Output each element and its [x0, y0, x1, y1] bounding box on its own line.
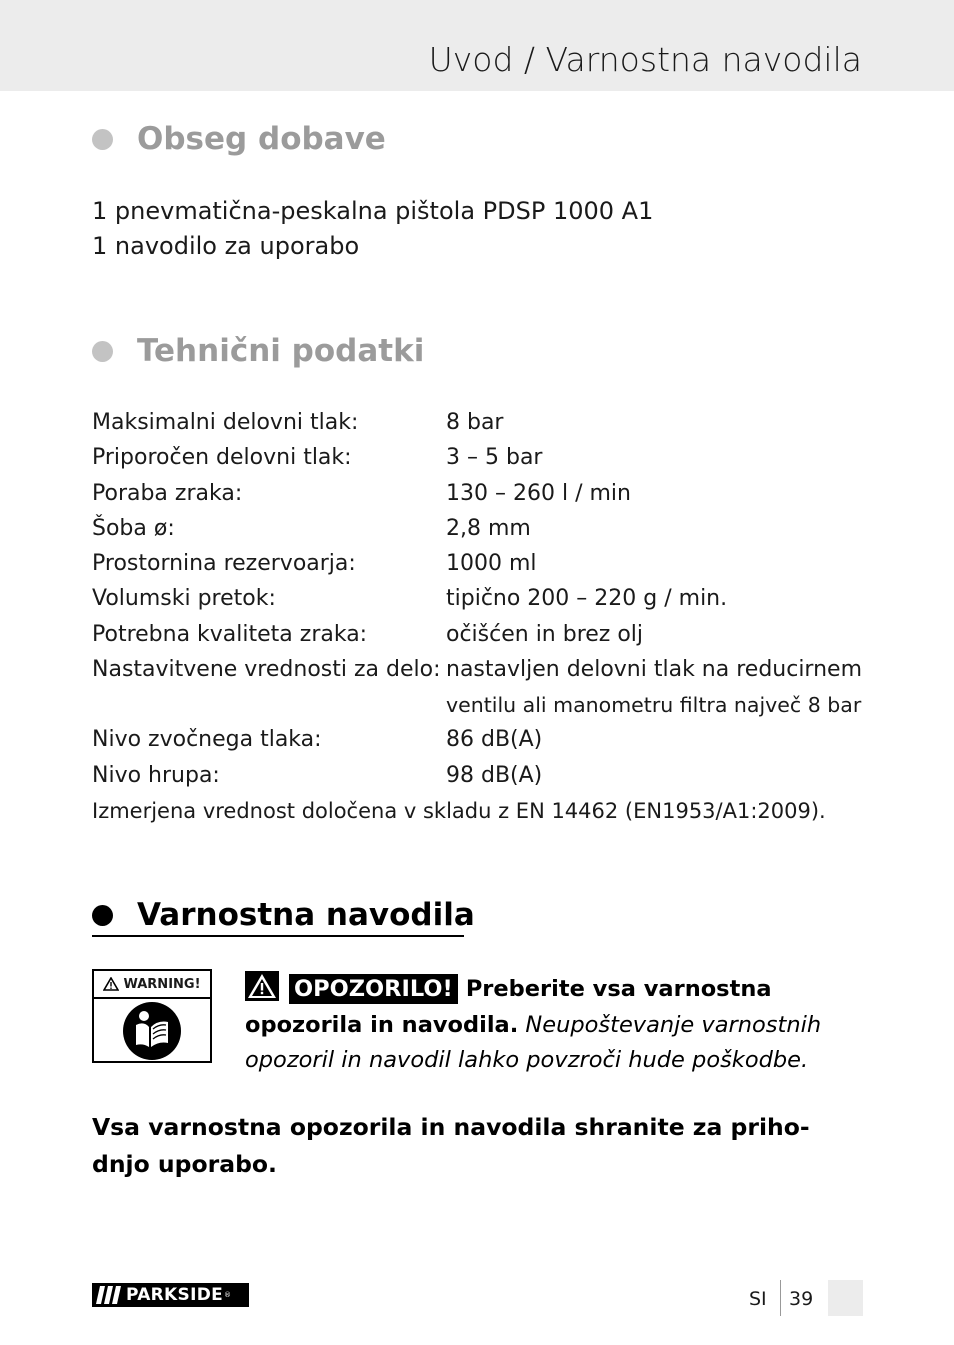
- footer-divider: [780, 1280, 781, 1316]
- section-heading-technical: [92, 331, 424, 371]
- language-code: SI: [749, 1288, 767, 1310]
- warning-triangle-icon: [245, 971, 279, 1001]
- spec-value: 1000 ml: [446, 551, 537, 576]
- spec-label: Volumski pretok:: [92, 586, 276, 611]
- spec-label: Prostornina rezervoarja:: [92, 551, 356, 576]
- warning-bold-text: Preberite vsa varnostna: [465, 976, 772, 1002]
- spec-label: Poraba zraka:: [92, 481, 243, 506]
- spec-value: 86 dB(A): [446, 727, 543, 752]
- save-note-line: dnjo uporabo.: [92, 1150, 277, 1178]
- scope-item: 1 navodilo za uporabo: [92, 232, 360, 260]
- spec-value: 2,8 mm: [446, 516, 531, 541]
- save-note-line: Vsa varnostna opozorila in navodila shranite za priho-: [92, 1113, 810, 1141]
- page-corner-square: [828, 1280, 863, 1316]
- warning-pictogram-label: WARNING!: [123, 976, 201, 992]
- warning-triangle-icon: [103, 977, 119, 991]
- save-instructions-note: [92, 1109, 862, 1183]
- warning-paragraph: [245, 971, 865, 1079]
- read-manual-icon: [122, 1001, 182, 1061]
- section-heading-scope: [92, 119, 386, 159]
- brand-logo: [92, 1283, 249, 1307]
- bullet-dot-icon: [92, 341, 113, 362]
- heading-underline: [92, 935, 464, 937]
- bullet-dot-icon: [92, 905, 113, 926]
- technical-heading: Tehnični podatki: [137, 333, 425, 369]
- spec-value: nastavljen delovni tlak na reducirnem: [446, 657, 863, 682]
- scope-heading: Obseg dobave: [137, 121, 386, 157]
- spec-label: Nivo zvočnega tlaka:: [92, 727, 322, 752]
- scope-item: 1 pnevmatična-peskalna pištola PDSP 1000 A1: [92, 197, 654, 225]
- spec-label: Priporočen delovni tlak:: [92, 445, 352, 470]
- spec-label: Potrebna kvaliteta zraka:: [92, 622, 368, 647]
- page-title: Uvod / Varnostna navodila: [428, 40, 862, 79]
- spec-value: 98 dB(A): [446, 763, 543, 788]
- spec-footnote: Izmerjena vrednost določena v skladu z EN 14462 (EN1953/A1:2009).: [92, 799, 826, 823]
- warning-italic-text: opozoril in navodil lahko povzroči hude poškodbe.: [245, 1047, 809, 1073]
- brand-name: PARKSIDE: [126, 1285, 224, 1305]
- warning-pictogram-header: [94, 971, 210, 999]
- warning-pictogram: [92, 969, 212, 1063]
- spec-value: 130 – 260 l / min: [446, 481, 631, 506]
- bullet-dot-icon: [92, 129, 113, 150]
- warning-italic-text: Neupoštevanje varnostnih: [525, 1011, 822, 1038]
- warning-tag: OPOZORILO!: [289, 974, 458, 1004]
- warning-bold-text: opozorila in navodila.: [245, 1011, 519, 1038]
- section-heading-safety: [92, 895, 475, 935]
- spec-value: tipično 200 – 220 g / min.: [446, 586, 728, 611]
- page-number: 39: [789, 1288, 814, 1310]
- spec-value: 3 – 5 bar: [446, 445, 543, 470]
- registered-mark: ®: [224, 1291, 232, 1299]
- spec-value: očišćen in brez olj: [446, 622, 644, 647]
- spec-value: 8 bar: [446, 410, 504, 435]
- spec-label: Šoba ø:: [92, 516, 175, 541]
- logo-stripes-icon: [96, 1286, 122, 1304]
- spec-label: Maksimalni delovni tlak:: [92, 410, 359, 435]
- spec-label: Nastavitvene vrednosti za delo:: [92, 657, 441, 682]
- spec-value: ventilu ali manometru filtra največ 8 bar: [446, 693, 862, 717]
- safety-heading: Varnostna navodila: [137, 897, 475, 933]
- spec-label: Nivo hrupa:: [92, 763, 220, 788]
